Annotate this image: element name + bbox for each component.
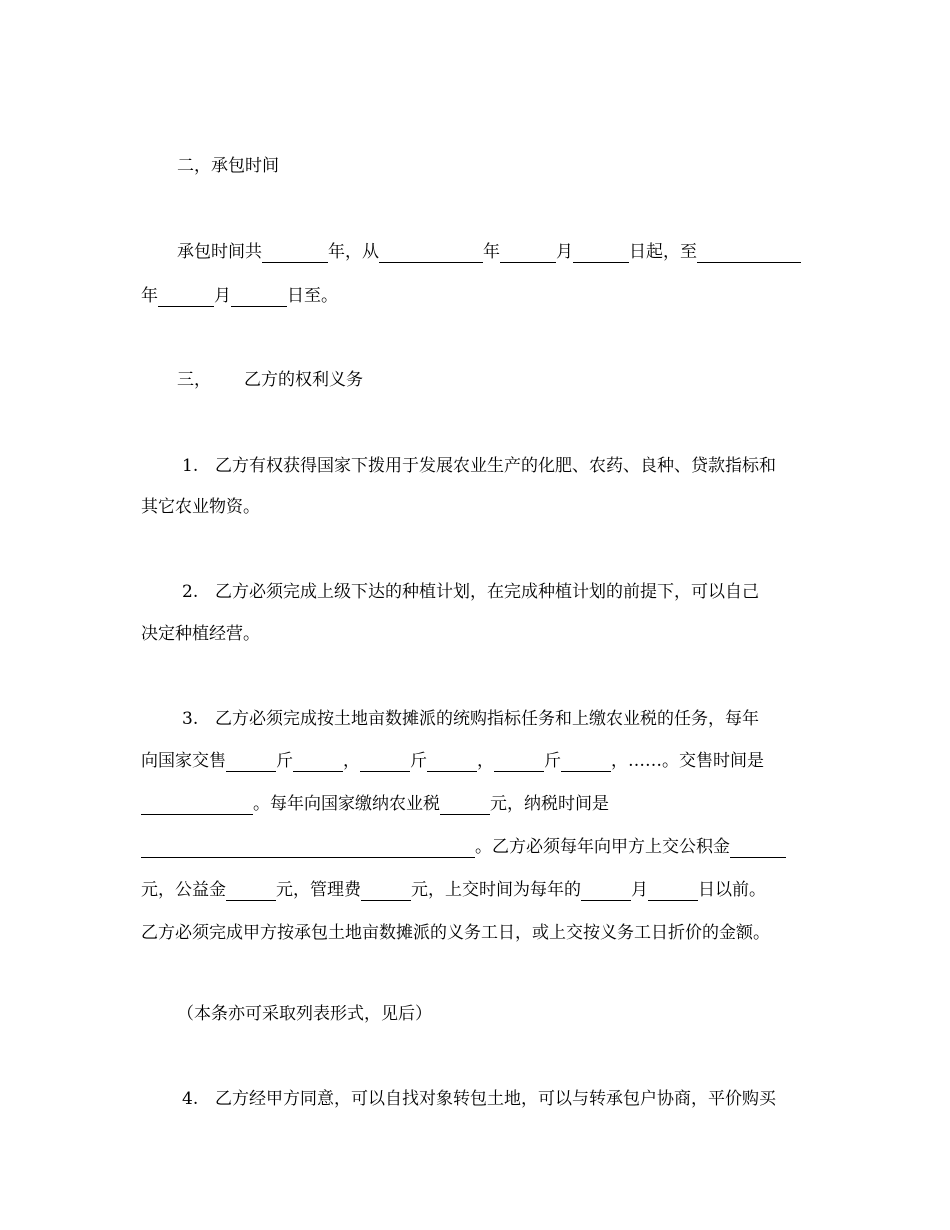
item-3-tax-label: 。每年向国家缴纳农业税 — [253, 794, 440, 814]
section-three-heading — [177, 369, 363, 391]
item-3-tax-time-label: 元，纳税时间是 — [490, 794, 609, 814]
item-1-text: 乙方有权获得国家下拨用于发展农业生产的化肥、农药、良种、贷款指标和 — [215, 456, 776, 476]
comma-2: ， — [477, 751, 494, 771]
blank-start-month[interactable] — [500, 246, 556, 263]
item-4-text: 乙方经甲方同意，可以自找对象转包土地，可以与转承包户协商，平价购买 — [215, 1089, 776, 1109]
blank-public-fund[interactable] — [730, 841, 786, 858]
blank-mgmt-fee[interactable] — [361, 884, 411, 901]
item-3-mgmt-label: 元，管理费 — [276, 880, 361, 900]
item-2-text: 乙方必须完成上级下达的种植计划，在完成种植计划的前提下，可以自己 — [215, 582, 759, 602]
item-3-line-6: 乙方必须完成甲方按承包土地亩数摊派的义务工日，或上交按义务工日折价的金额。 — [141, 923, 770, 943]
term-text-3: 年 — [483, 242, 500, 262]
item-4-number: 4. — [182, 1089, 199, 1109]
blank-years[interactable] — [262, 246, 328, 263]
item-3-fund-label: 。乙方必须每年向甲方上交公积金 — [475, 837, 730, 857]
item-3-line-4 — [141, 836, 786, 858]
item-3-line-3 — [141, 793, 609, 815]
blank-crop-2[interactable] — [427, 755, 477, 772]
item-4-line-1 — [182, 1088, 776, 1110]
item-3-day-label: 日以前。 — [698, 880, 766, 900]
section-two-heading: 二，承包时间 — [177, 156, 279, 176]
item-3-month-label: 月 — [631, 880, 648, 900]
blank-tax-amount[interactable] — [440, 798, 490, 815]
blank-welfare[interactable] — [226, 884, 276, 901]
unit-jin-2: 斤 — [410, 751, 427, 771]
item-3-line-5 — [141, 879, 766, 901]
item-2-line-1 — [182, 581, 759, 603]
blank-deadline-month[interactable] — [581, 884, 631, 901]
blank-end-day[interactable] — [231, 290, 287, 307]
item-1-line-1 — [182, 455, 776, 477]
blank-start-year[interactable] — [379, 246, 483, 263]
comma-1: ， — [343, 751, 360, 771]
term-text-1: 承包时间共 — [177, 242, 262, 262]
item-3-line-1 — [182, 708, 759, 730]
section-three-number: 三， — [177, 370, 211, 390]
item-3-welfare-label: 元，公益金 — [141, 880, 226, 900]
term-text-6: 年 — [141, 286, 158, 306]
blank-start-day[interactable] — [573, 246, 629, 263]
blank-end-month[interactable] — [158, 290, 214, 307]
item-3-line-2 — [141, 750, 764, 772]
blank-sell-time[interactable] — [141, 798, 253, 815]
term-text-5: 日起，至 — [629, 242, 697, 262]
item-3-number: 3. — [182, 709, 199, 729]
item-1-line-2: 其它农业物资。 — [141, 497, 260, 517]
term-line-2 — [141, 285, 338, 307]
blank-crop-3[interactable] — [561, 755, 611, 772]
item-3-sell-time-label: ，……。交售时间是 — [611, 751, 764, 771]
blank-crop-1[interactable] — [293, 755, 343, 772]
term-text-4: 月 — [556, 242, 573, 262]
term-text-8: 日至。 — [287, 286, 338, 306]
blank-end-year[interactable] — [697, 246, 801, 263]
term-text-7: 月 — [214, 286, 231, 306]
item-2-line-2: 决定种植经营。 — [141, 624, 260, 644]
unit-jin-3: 斤 — [544, 751, 561, 771]
unit-jin-1: 斤 — [276, 751, 293, 771]
blank-qty-3[interactable] — [494, 755, 544, 772]
blank-tax-time[interactable] — [141, 841, 475, 858]
note-text: （本条亦可采取列表形式，见后） — [177, 1004, 432, 1024]
item-1-number: 1. — [182, 456, 199, 476]
section-three-title: 乙方的权利义务 — [244, 370, 363, 390]
blank-deadline-day[interactable] — [648, 884, 698, 901]
item-3-deadline-label: 元，上交时间为每年的 — [411, 880, 581, 900]
term-line-1 — [177, 241, 801, 263]
blank-qty-1[interactable] — [226, 755, 276, 772]
blank-qty-2[interactable] — [360, 755, 410, 772]
term-text-2: 年，从 — [328, 242, 379, 262]
item-2-number: 2. — [182, 582, 199, 602]
item-3-sell-label: 向国家交售 — [141, 751, 226, 771]
item-3-text: 乙方必须完成按土地亩数摊派的统购指标任务和上缴农业税的任务，每年 — [215, 709, 759, 729]
